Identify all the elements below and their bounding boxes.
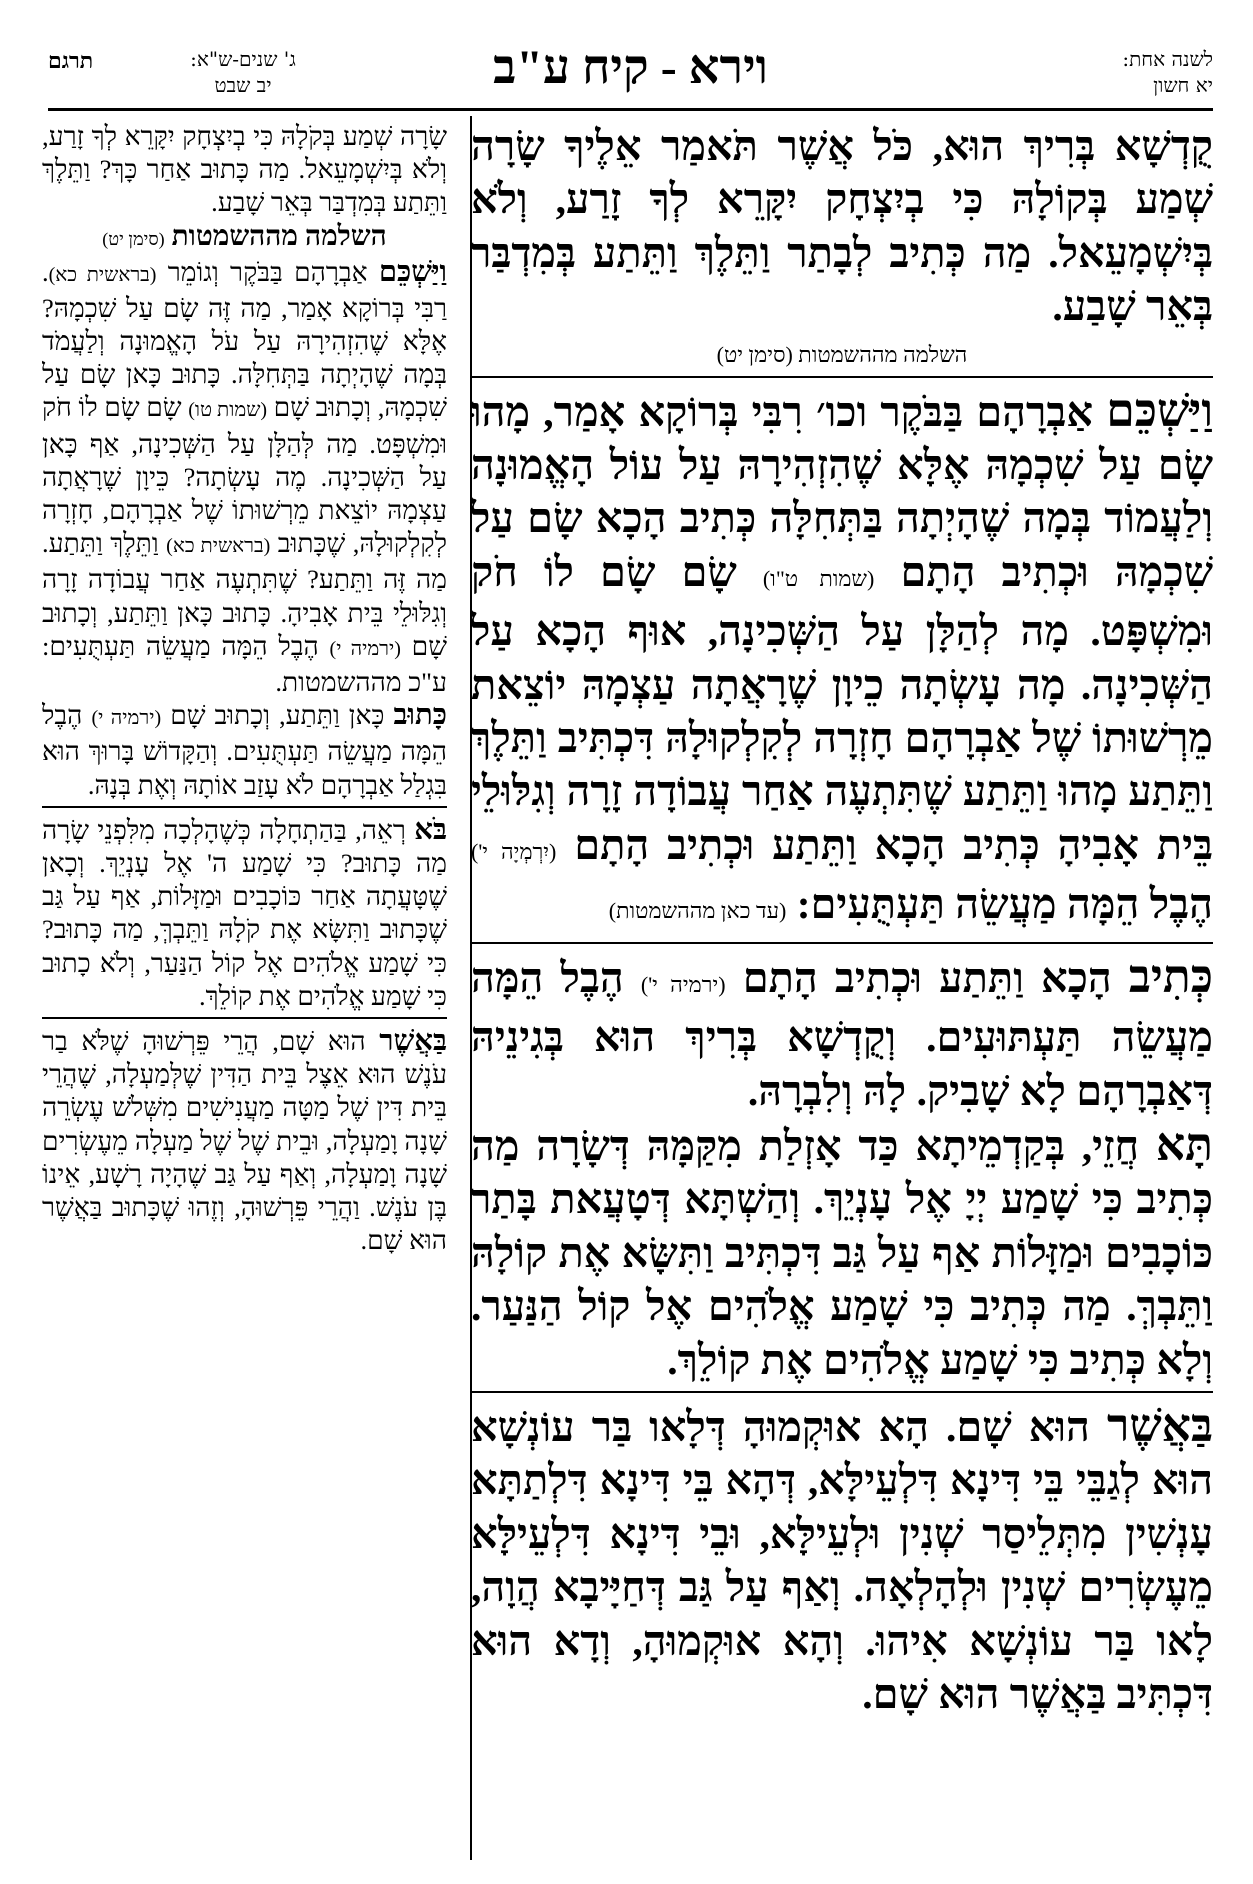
translation-section-title xyxy=(42,220,447,256)
page-title: וירא - קיח ע"ב xyxy=(493,41,768,94)
main-paragraph-5 xyxy=(471,1399,1213,1721)
translation-paragraph-2-text-a: אַבְרָהָם בַּבֹּקֶר וְגוֹמֵר xyxy=(156,256,379,287)
main-paragraph-5-opening-word: בַּאֲשֶׁר xyxy=(1106,1399,1213,1451)
page-header xyxy=(48,34,1213,108)
translation-paragraph-3-opening-word: כָּתוּב xyxy=(393,699,447,732)
main-paragraph-2-source-1: (שמות ט"ו) xyxy=(762,565,875,591)
main-separator-2 xyxy=(471,942,1213,944)
translation-separator-1 xyxy=(42,806,447,808)
main-paragraph-2-source-2: (יִרְמְיָה י') xyxy=(471,838,557,864)
translation-paragraph-1: שָׂרָה שְׁמַע בְּקֹלָהּ כִּי בְיִצְחָק יִקָּרֵא לְךָ זָרַע, וְלֹא בְּיִשְׁמָעֵאל. מַה כָּתוּב אַחַר כָּךְ? וַתֵּלֶךְ וַתֵּתַע בְּמִדְבַּר בְּאֵר שָׁבַע. xyxy=(42,121,447,218)
main-separator-1 xyxy=(471,376,1213,378)
main-section-note: השלמה מההשמטות (סימן יט) xyxy=(716,341,968,367)
main-paragraph-3 xyxy=(471,950,1213,1118)
translation-paragraph-2-source-1: (בראשית כא) xyxy=(48,263,157,286)
translation-paragraph-2-source-2: (שמות טו) xyxy=(188,399,268,422)
translation-label: תרגם xyxy=(48,48,94,74)
translation-paragraph-2-text-d: וַתֵּלֶךְ וַתֵּתַע. מַה זֶּה וַתֵּתַע? שֶׁתִּתְעֶה אַחַר עֲבוֹדָה זָרָה וְגִלּוּלֵי בֵּית אָבִיהָ. כָּתוּב כָּאן וַתֵּתַע, וְכָתוּב שָׁם xyxy=(42,528,447,661)
main-paragraph-5-text: הוּא שָׁם. הָא אוּקְמוּהָ דְּלָאו בַּר עוֹנְשָׁא הוּא לְגַבֵּי בֵּי דִּינָא דִּלְעֵילָּא, דְּהָא בֵּי דִּינָא דִּלְתַתָּא עָנְשִׁין מִתְּלֵיסַר שְׁנִין וּלְעֵילָּא, וּבֵי דִּינָא דִּלְעֵילָּא מֵעֶשְׂרִים שְׁנִין וּלְהָלְאָה. וְאַף עַל גַּב דְּחַיָּיבָא הֲוָה, לָאו בַּר עוֹנְשָׁא אִיהוּ. וְהָא אוּקְמוּהָ, וְדָא הוּא דִּכְתִּיב בַּאֲשֶׁר הוּא שָׁם. xyxy=(471,1403,1213,1717)
translation-paragraph-2-text-c: שָׂם שָׂם לוֹ חֹק וּמִשְׁפָּט. מַה לְּהַלָּן עַל הַשְּׁכִינָה, אַף כָּאן עַל הַשְּׁכִינָה. מֶה עָשְׂתָה? כֵּיוָן שֶׁרָאֲתָה עַצְמָהּ יוֹצֵאת מֵרְשׁוּתוֹ שֶׁל אַבְרָהָם, חָזְרָה לְקִלְקוּלָהּ, שֶׁכָּתוּב xyxy=(42,392,447,559)
translation-paragraph-3-source: (ירמיה י) xyxy=(91,707,162,730)
translation-paragraph-2 xyxy=(42,256,447,700)
main-paragraph-1: קֻדְשָׁא בְּרִיךְ הוּא, כֹּל אֲשֶׁר תֹּאמַר אֵלֶיךָ שָׂרָה שְׁמַע בְּקוֹלָהּ כִּי בְיִצְחָק יִקָּרֵא לְךָ זָרַע, וְלֹא בְּיִשְׁמָעֵאל. מַה כְּתִיב לְבָתַר וַתֵּלֶךְ וַתֵּתַע בְּמִדְבַּר בְּאֵר שָׁבַע. xyxy=(471,123,1213,330)
main-paragraph-4-text: חֲזֵי, בְּקַדְמֵיתָא כַּד אָזְלַת מִקַּמָּהּ דְּשָׂרָה מַה כְּתִיב כִּי שָׁמַע יְיָ אֶל עָנְיֵךְ. וְהַשְׁתָּא דְּטָעֲאת בָּתַר כּוֹכָבִים וּמַזָּלוֹת אַף עַל גַּב דִּכְתִּיב וַתִּשָּׂא אֶת קוֹלָהּ וַתֵּבְךְּ. מַה כְּתִיב כִּי שָׁמַע אֱלֹהִים אֶל קוֹל הַנַּעַר. וְלָא כְּתִיב כִּי שָׁמַע אֱלֹהִים אֶת קוֹלֵךְ. xyxy=(471,1122,1213,1383)
translation-paragraph-2-text-e: הֶבֶל הֵמָּה מַעֲשֵׂה תַּעְתֻּעִים: ע"כ מההשמטות. xyxy=(42,630,447,698)
main-paragraph-3-text-b: הֶבֶל הֵמָּה מַעֲשֵׂה תַּעְתּוּעִים. וְקֻדְשָׁא בְּרִיךְ הוּא בְּגִינֵיהּ דְּאַבְרָהָם לָא שָׁבִיק. לָהּ וְלִבְרָהּ. xyxy=(471,954,1213,1114)
main-paragraph-4 xyxy=(471,1118,1213,1387)
main-paragraph-2 xyxy=(471,384,1213,938)
schedule-one-year-label: לשנה אחת: xyxy=(1122,47,1213,71)
translation-paragraph-5-opening-word: בַּאֲשֶׁר xyxy=(379,1025,447,1058)
translation-paragraph-2-source-3: (בראשית כא) xyxy=(166,535,271,558)
schedule-three-years-label: ג' שנים-ש"א: xyxy=(190,47,296,71)
translation-section-title-text: השלמה מההשמטות xyxy=(171,220,387,252)
header-rule xyxy=(48,108,1213,111)
schedule-one-year-date: יא חשון xyxy=(1153,73,1213,97)
schedule-three-years-date: יב שבט xyxy=(214,73,272,97)
main-paragraph-2-end-note: (עד כאן מההשמטות) xyxy=(608,898,787,924)
translation-paragraph-5-text: הוּא שָׁם, הֲרֵי פֵּרְשׁוּהָ שֶׁלֹּא בַר עֹנֶשׁ הוּא אֵצֶל בֵּית הַדִּין שֶׁלְּמַעְלָה, שֶׁהֲרֵי בֵּית דִּין שֶׁל מַטָּה מַעֲנִישִׁים מִשְּׁלֹשׁ עֶשְׂרֵה שָׁנָה וָמַעְלָה, וּבֵית שֶׁל שֶׁל מַעְלָה מֵעֶשְׂרִים שָׁנָה וָמַעְלָה, וְאַף עַל גַּב שֶׁהָיָה רָשָׁע, אֵינוֹ בֶּן עֹנֶשׁ. וַהֲרֵי פֵּרְשׁוּהָ, וְזֶהוּ שֶׁכָּתוּב בַּאֲשֶׁר הוּא שָׁם. xyxy=(42,1026,447,1256)
translation-paragraph-3-text-b: הֶבֶל הֵמָּה מַעֲשֵׂה תַּעְתֻּעִים. וְהַקָּדוֹשׁ בָּרוּךְ הוּא בִּגְלַל אַבְרָהָם לֹא עָזַב אוֹתָהּ וְאֶת בְּנָהּ. xyxy=(42,700,447,800)
translation-paragraph-4 xyxy=(42,814,447,1013)
main-paragraph-3-opening-word: כְּתִיב xyxy=(1128,950,1213,1002)
main-paragraph-2-opening-word: וַיַּשְׁכֵּם xyxy=(1106,384,1213,436)
main-paragraph-2-text-a: אַבְרָהָם בַּבֹּקֶר וכו׳ רִבִּי בְּרוֹקָא אָמַר, מָהוּ שָׂם עַל שִׁכְמָהּ אֶלָּא שֶׁהִזְהִירָהּ עַל עוֹל הָאֱמוּנָה וְלַעֲמוֹד בְּמָה שֶׁהָיְתָה בַּתְּחִלָּה כְּתִיב הָכָא שָׂם עַל שִׁכְמָהּ וּכְתִיב הָתָם xyxy=(471,388,1213,595)
translation-separator-2 xyxy=(42,1017,447,1019)
translation-section-title-source: (סימן יט) xyxy=(102,228,165,249)
main-paragraph-2-text-b: שָׂם שָׂם לוֹ חֹק וּמִשְׁפָּט. מָה לְהַלָּן עַל הַשְּׁכִינָה, אוּף הָכָא עַל הַשְּׁכִינָה. מָה עָשְׂתָה כֵיוָן שֶׁרָאֲתָה עַצְמָהּ יוֹצֵאת מֵרְשׁוּתוֹ שֶׁל אַבְרָהָם חָזְרָה לְקִלְקוּלָהּ דִּכְתִּיב וַתֵּלֶךְ וַתֵּתַע מָהוּ וַתֵּתַע שֶׁתִּתְעֶה אַחַר עֲבוֹדָה זָרָה וְגִלּוּלֵי בֵּית אָבִיהָ כְּתִיב הָכָא וַתֵּתַע וּכְתִיב הָתָם xyxy=(471,548,1213,868)
translation-paragraph-2-source-4: (ירמיה י) xyxy=(329,637,401,660)
schedule-three-years xyxy=(143,46,343,98)
main-text-column xyxy=(471,120,1213,1860)
translation-paragraph-4-opening-word: בֹּא xyxy=(414,813,447,846)
main-paragraph-3-source: (ירמיה י') xyxy=(640,971,726,997)
translation-paragraph-4-text: רְאֵה, בַּהַתְחָלָה כְּשֶׁהָלְכָה מִלִּפְנֵי שָׂרָה מַה כָּתוּב? כִּי שָׁמַע ה' אֶל עָנְיֵךְ. וְכָאן שֶׁטָּעֲתָה אַחַר כּוֹכָבִים וּמַזָּלוֹת, אַף עַל גַּב שֶׁכָּתוּב וַתִּשָּׂא אֶת קֹלָהּ וַתֵּבְךְּ, מַה כָּתוּב? כִּי שָׁמַע אֱלֹהִים אֶל קוֹל הַנַּעַר, וְלֹא כָתוּב כִּי שָׁמַע אֱלֹהִים אֶת קוֹלֵךְ. xyxy=(42,814,447,1011)
translation-column xyxy=(42,120,447,1860)
main-paragraph-4-opening-word: תָּא xyxy=(1155,1118,1213,1170)
translation-paragraph-2-text-b: . רַבִּי בְּרוֹקָא אָמַר, מַה זֶּה שָׂם עַל שִׁכְמָהּ? אֶלָּא שֶׁהִזְהִירָהּ עַל עֹל הָאֱמוּנָה וְלַעֲמֹד בְּמָה שֶׁהָיְתָה בַּתְּחִלָּה. כָּתוּב כָּאן שָׂם עַל שִׁכְמָהּ, וְכָתוּב שָׁם xyxy=(42,256,447,423)
translation-paragraph-3 xyxy=(42,699,447,802)
translation-paragraph-3-text-a: כָּאן וַתֵּתַע, וְכָתוּב שָׁם xyxy=(161,700,394,731)
main-separator-3 xyxy=(471,1391,1213,1393)
translation-paragraph-5 xyxy=(42,1025,447,1257)
main-paragraph-2-text-c: הֶבֶל הֵמָּה מַעֲשֵׂה תַּעְתֻּעִים: xyxy=(796,881,1213,928)
translation-paragraph-2-opening-word: וַיַּשְׁכֵּם xyxy=(378,255,447,288)
main-paragraph-3-text-a: הָכָא וַתֵּתַע וּכְתִיב הָתָם xyxy=(725,954,1129,1001)
